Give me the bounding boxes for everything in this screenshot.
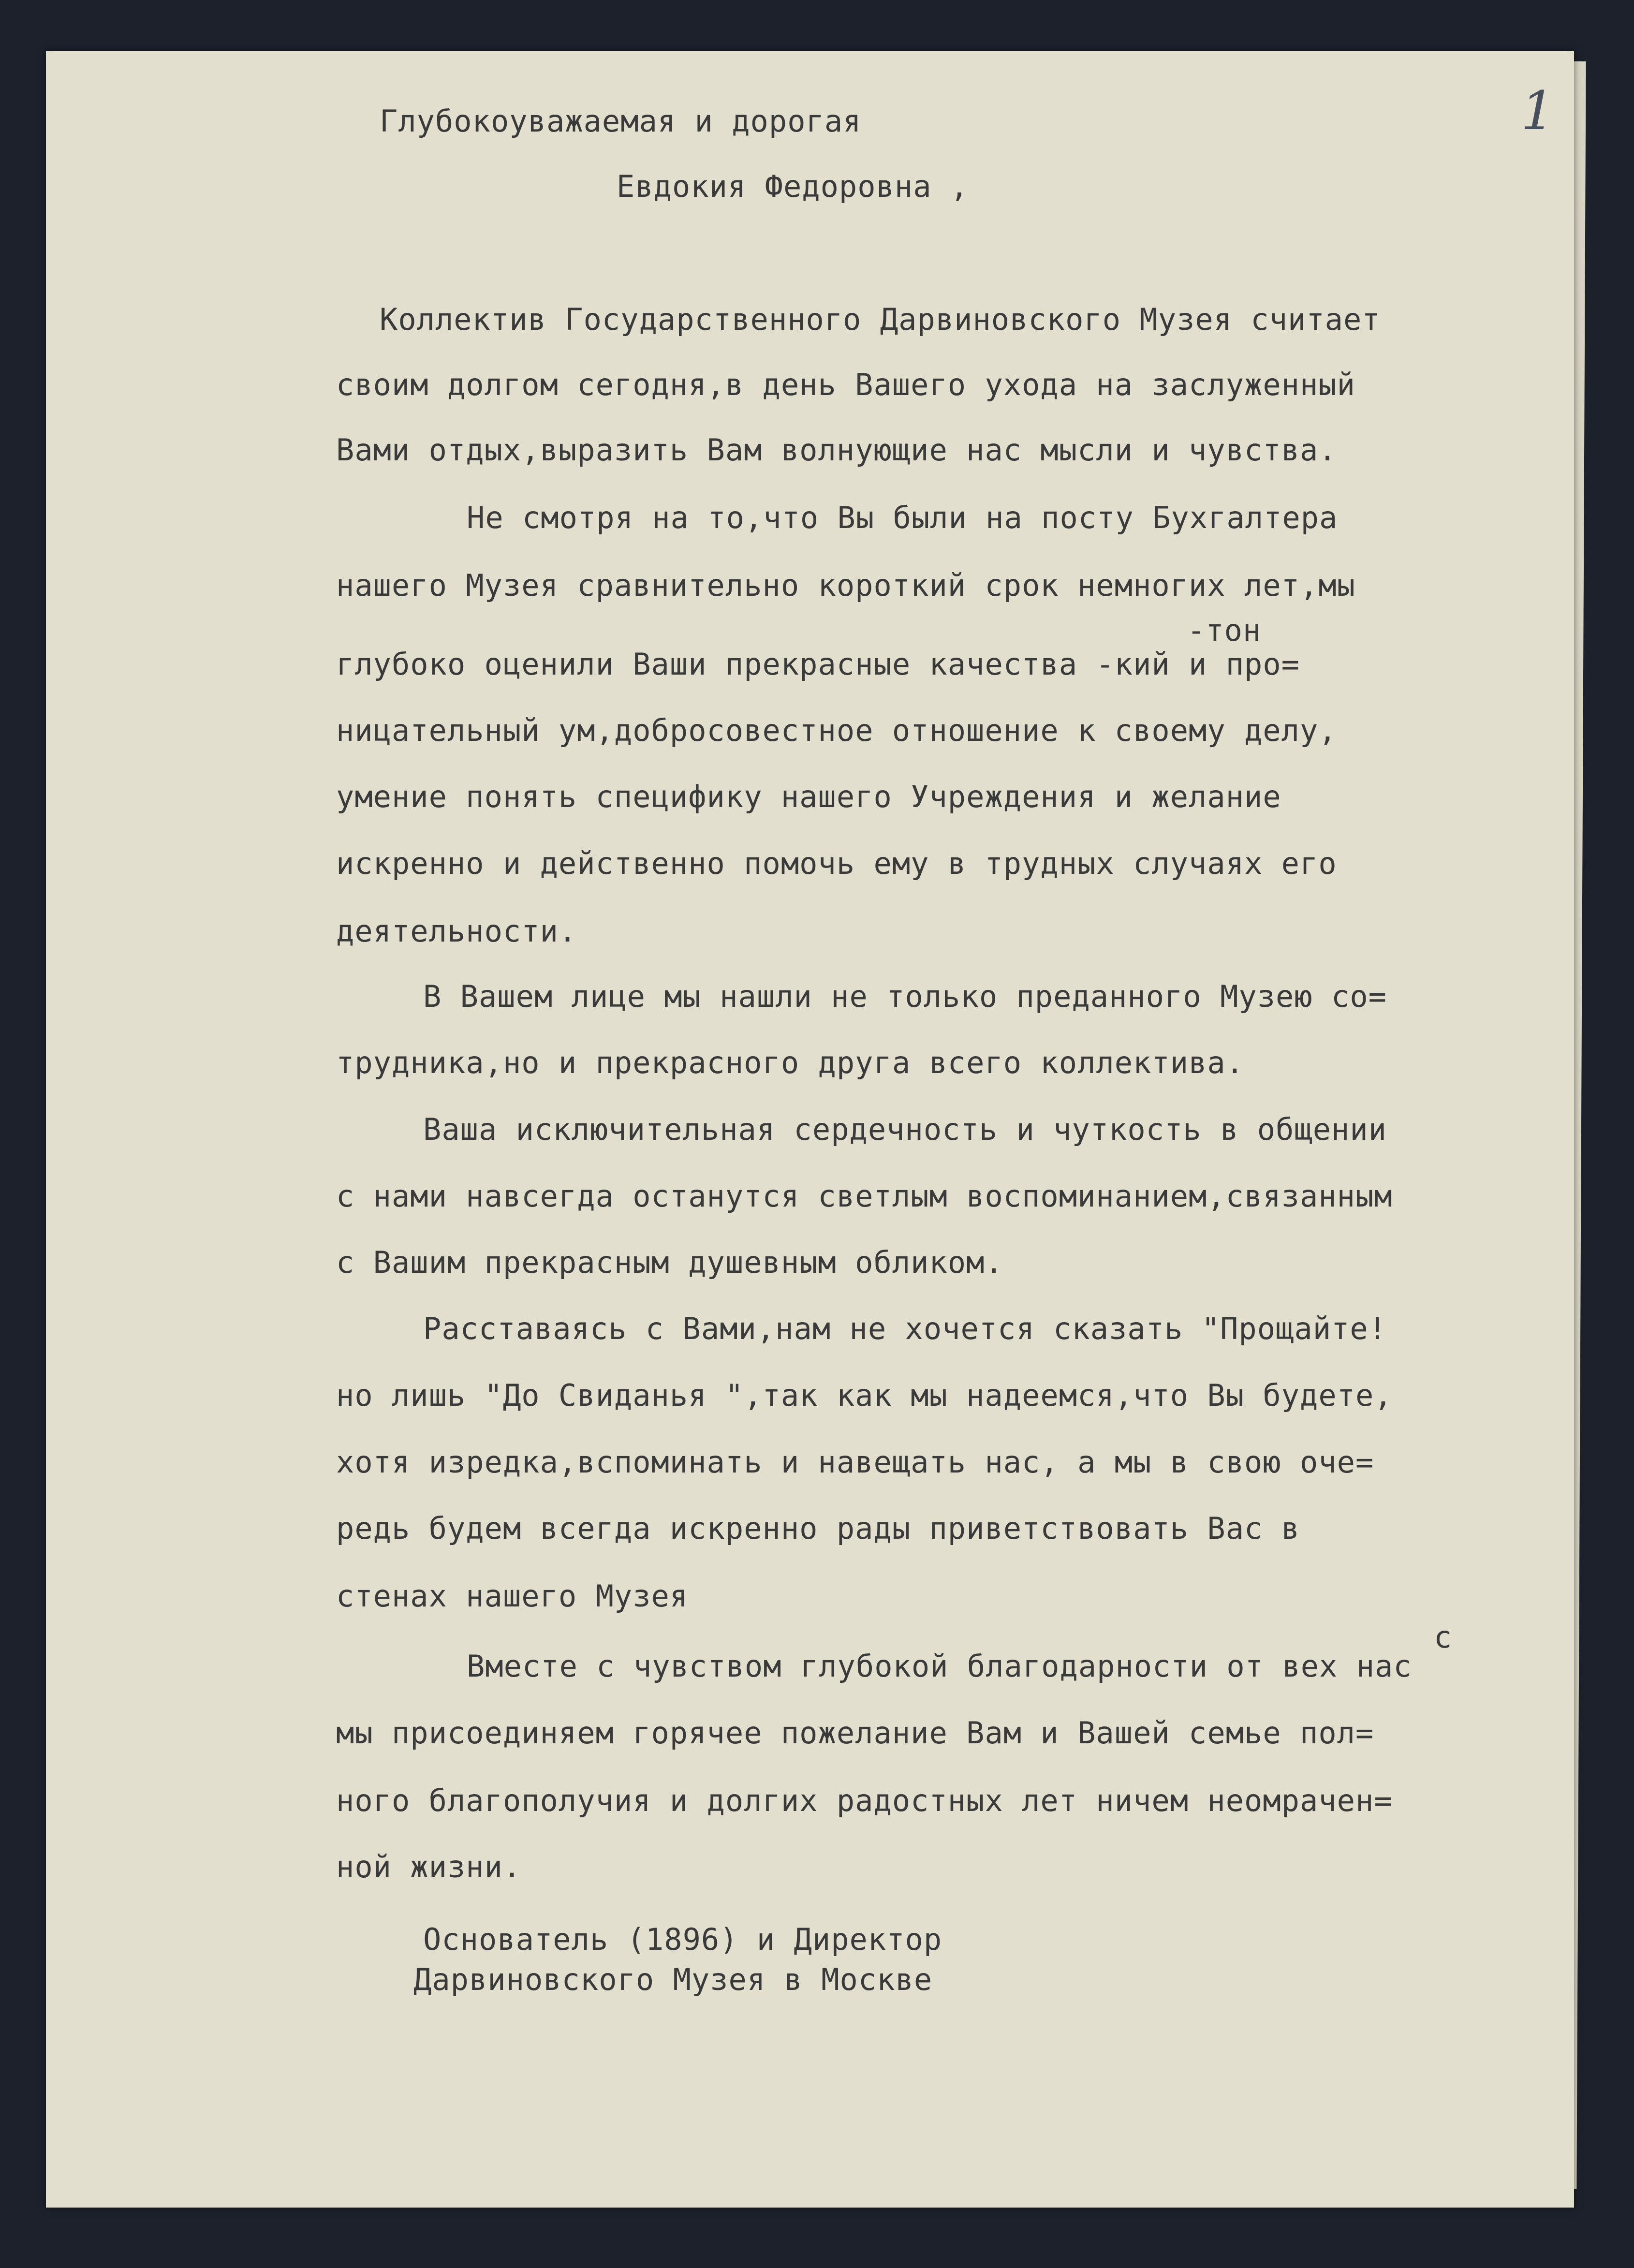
signature-line-1: Основатель (1896) и Директор: [423, 1922, 942, 1957]
body-line: своим долгом сегодня,в день Вашего ухода на заслуженный: [336, 367, 1355, 402]
body-line: умение понять специфику нашего Учреждения и желание: [336, 779, 1281, 814]
interlinear-correction: -тон: [1187, 613, 1262, 648]
body-line: глубоко оценили Ваши прекрасные качества -кий и про=: [336, 647, 1300, 682]
body-line: искренно и действенно помочь ему в трудных случаях его: [336, 846, 1337, 881]
body-line: В Вашем лице мы нашли не только преданного Музею со=: [423, 979, 1387, 1014]
body-line: Вами отдых,выразить Вам волнующие нас мысли и чувства.: [336, 432, 1337, 468]
body-line: ной жизни.: [336, 1849, 522, 1885]
body-line: Вместе с чувством глубокой благодарности от вех нас: [467, 1649, 1412, 1684]
body-line: с Вашим прекрасным душевным обликом.: [336, 1245, 1003, 1280]
body-line: Не смотря на то,что Вы были на посту Бухгалтера: [467, 500, 1338, 535]
body-line: мы присоединяем горячее пожелание Вам и Вашей семье пол=: [336, 1715, 1374, 1751]
body-line: Коллектив Государственного Дарвиновского Музея считает: [380, 302, 1381, 337]
handwritten-page-number: 1: [1521, 80, 1555, 142]
letter-sheet: [46, 51, 1574, 2208]
body-line: нашего Музея сравнительно короткий срок немногих лет,мы: [336, 568, 1355, 603]
body-line: хотя изредка,вспоминать и навещать нас, а мы в свою оче=: [336, 1444, 1374, 1480]
salutation-line-1: Глубокоуважаемая и дорогая: [380, 103, 862, 139]
body-line: трудника,но и прекрасного друга всего коллектива.: [336, 1045, 1245, 1080]
signature-line-2: Дарвиновского Музея в Москве: [413, 1962, 933, 1997]
body-line: ного благополучия и долгих радостных лет ничем неомрачен=: [336, 1783, 1393, 1818]
body-line: Расставаясь с Вами,нам не хочется сказать "Прощайте!: [423, 1311, 1387, 1346]
body-line: Ваша исключительная сердечность и чуткость в общении: [423, 1112, 1387, 1147]
body-line: деятельности.: [336, 913, 577, 949]
body-line: редь будем всегда искренно рады приветствовать Вас в: [336, 1511, 1300, 1546]
body-line: с нами навсегда останутся светлым воспоминанием,связанным: [336, 1178, 1393, 1214]
salutation-line-2: Евдокия Федоровна ,: [617, 169, 969, 204]
body-line: ницательный ум,добросовестное отношение к своему делу,: [336, 713, 1337, 748]
body-line: но лишь "До Свиданья ",так как мы надеемся,что Вы будете,: [336, 1378, 1393, 1413]
body-line: стенах нашего Музея: [336, 1578, 689, 1614]
interlinear-correction: с: [1434, 1620, 1453, 1655]
